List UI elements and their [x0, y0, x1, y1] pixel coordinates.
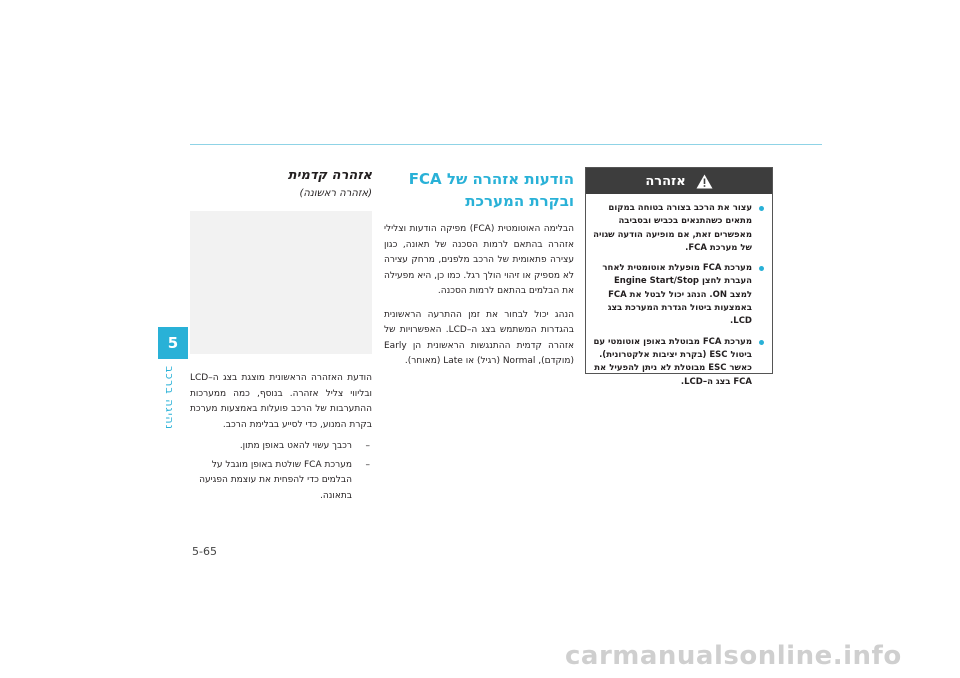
- section-title-forward-warning: אזהרה קדמית: [287, 168, 372, 183]
- left-column: [190, 150, 372, 507]
- section-heading-line1: הודעות אזהרה של FCA: [408, 170, 574, 188]
- list-item-text: מערכת FCA שולטת באופן מוגבל על הבלמים כדי להפחית את עוצמת הפגיעה בתאונה.: [199, 459, 352, 501]
- warning-item: [590, 262, 764, 328]
- bullet-dot-icon: [759, 340, 764, 345]
- chapter-tab: 5: [158, 327, 188, 359]
- section-subtitle: (אזהרה ראשונה): [299, 188, 372, 199]
- warning-item-text: עצור את הרכב בצורה בטוחה במקום מתאים כשהתנאים בכביש ובסביבה מאפשרים זאת, אם מופיעה הודעה שגויה של מערכת FCA.: [593, 203, 752, 253]
- left-paragraph: הודעת האזהרה הראשונית מוצגת בצג ה–LCD ובליווי צליל אזהרה. בנוסף, כמה ממערכות ההתערבות של הרכב פועלות באמצעות מערכת בקרת המנוע, כדי לסייע בבלימת הרכב.: [190, 373, 372, 430]
- list-item-text: רכבך עשוי להאט באופן מתון.: [239, 441, 352, 451]
- page-number: 5-65: [192, 545, 217, 558]
- middle-paragraph-1: הבלימה האוטומטית (FCA) מפיקה הודעות וצלילי אזהרה בהתאם לרמות הסכנה של תאונה, כגון עצירה פתאומית של הרכב מלפנים, מרחק עצירה לא מספיק או זיהוי הולך רגל. כמו כן, היא מפעילה את הבלמים בהתאם לרמות הסכנה.: [384, 224, 574, 296]
- chapter-label: נהיגה ברכב: [163, 366, 176, 431]
- warning-list: [586, 202, 772, 389]
- warning-item: [590, 336, 764, 389]
- dash-marker: –: [365, 459, 370, 470]
- warning-item: [590, 202, 764, 255]
- list-item: [190, 439, 372, 455]
- warning-item-text: מערכת FCA מבוטלת באופן אוטומטי עם ביטול ESC (בקרת יציבות אלקטרונית). כאשר ESC מבוטלת לא ניתן להפעיל את FCA בצג ה–LCD.: [593, 336, 752, 387]
- list-item: [190, 458, 372, 505]
- illustration-placeholder: [190, 211, 372, 354]
- warning-header: [586, 168, 772, 194]
- section-heading: [384, 168, 574, 212]
- dash-marker: –: [365, 441, 370, 451]
- watermark: carmanualsonline.info: [565, 641, 902, 671]
- bullet-dot-icon: [759, 266, 764, 271]
- warning-box: [585, 167, 773, 387]
- warning-item-text: מערכת FCA מופעלת אוטומטית לאחר העברת לחצן Engine Start/Stop למצב ON. הנהג יכול לבטל את FCA באמצעות ביטול הגדרת המערכת בצג LCD.: [602, 263, 752, 327]
- top-rule: [190, 144, 822, 145]
- warning-triangle-icon: [696, 174, 713, 189]
- bullet-dot-icon: [759, 206, 764, 211]
- middle-paragraph-2: הנהג יכול לבחור את זמן ההתרעה הראשונית בהגדרות המשתמש בצג ה–LCD. האפשרויות של אזהרה קדמית ההתנגשות הראשונית הן Early (מוקדם), Normal (רגיל) או Late (מאוחר).: [384, 309, 574, 366]
- section-heading-line2: ובקרת המערכת: [465, 192, 574, 210]
- left-list: [190, 439, 372, 504]
- middle-column: [384, 150, 574, 370]
- warning-title: אזהרה: [645, 173, 686, 189]
